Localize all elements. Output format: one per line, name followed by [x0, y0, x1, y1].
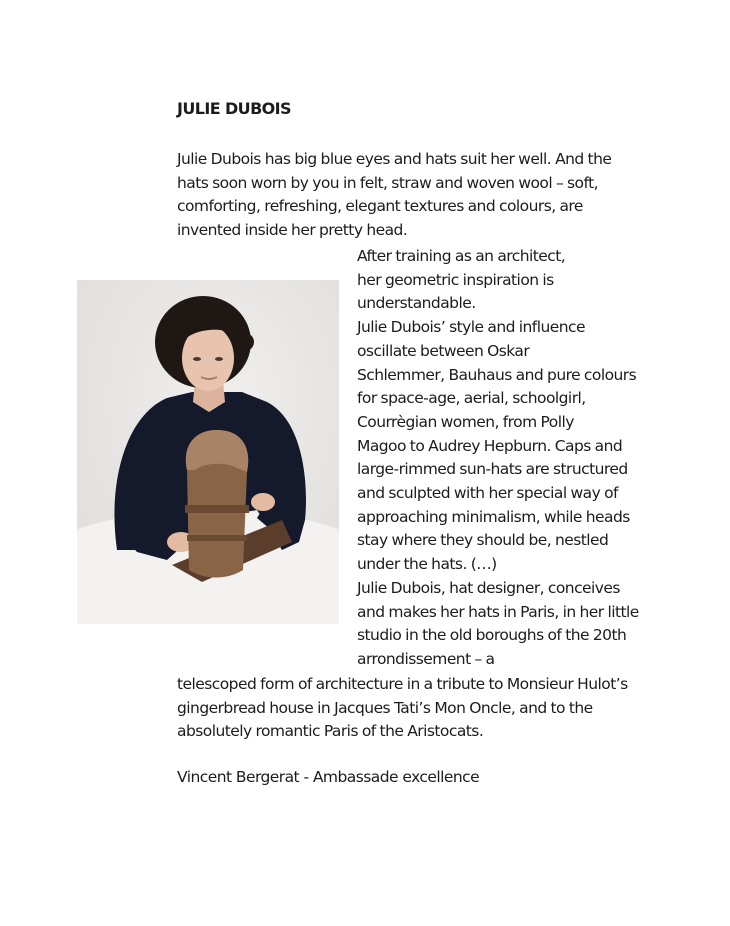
- text-line: large-rimmed sun-hats are structured: [357, 460, 628, 479]
- text-line: oscillate between Oskar: [357, 341, 530, 360]
- text-line: under the hats. (…): [357, 555, 497, 574]
- author-signature: Vincent Bergerat - Ambassade excellence: [177, 768, 480, 786]
- text-line: absolutely romantic Paris of the Aristocats.: [177, 722, 484, 741]
- text-line: Julie Dubois has big blue eyes and hats suit her well. And the: [177, 150, 612, 168]
- text-line: her geometric inspiration is: [357, 270, 554, 289]
- text-line: comforting, refreshing, elegant textures and colours, are: [177, 197, 583, 216]
- text-line: and makes her hats in Paris, in her little: [357, 602, 639, 621]
- text-line: and sculpted with her special way of: [357, 484, 618, 503]
- text-line: Magoo to Audrey Hepburn. Caps and: [357, 436, 623, 455]
- text-line: Courrègian women, from Polly: [357, 412, 574, 431]
- text-line: arrondissement – a: [357, 649, 495, 668]
- text-line: gingerbread house in Jacques Tati’s Mon Oncle, and to the: [177, 698, 593, 717]
- text-line: approaching minimalism, while heads: [357, 507, 630, 526]
- text-line: Schlemmer, Bauhaus and pure colours: [357, 365, 637, 384]
- text-line: Julie Dubois, hat designer, conceives: [357, 578, 620, 597]
- column-paragraph: [357, 245, 667, 672]
- closing-paragraph: [177, 673, 677, 744]
- intro-paragraph: [177, 148, 667, 243]
- text-line: telescoped form of architecture in a tribute to Monsieur Hulot’s: [177, 675, 628, 693]
- text-line: Julie Dubois’ style and influence: [357, 318, 585, 337]
- text-line: studio in the old boroughs of the 20th: [357, 626, 627, 645]
- text-line: After training as an architect,: [357, 247, 566, 265]
- text-line: hats soon worn by you in felt, straw and woven wool – soft,: [177, 173, 599, 192]
- text-line: stay where they should be, nestled: [357, 531, 609, 550]
- text-line: understandable.: [357, 294, 476, 313]
- text-line: for space-age, aerial, schoolgirl,: [357, 389, 586, 408]
- portrait-photo: [77, 280, 339, 624]
- article-title: JULIE DUBOIS: [177, 99, 291, 118]
- text-line: invented inside her pretty head.: [177, 221, 408, 240]
